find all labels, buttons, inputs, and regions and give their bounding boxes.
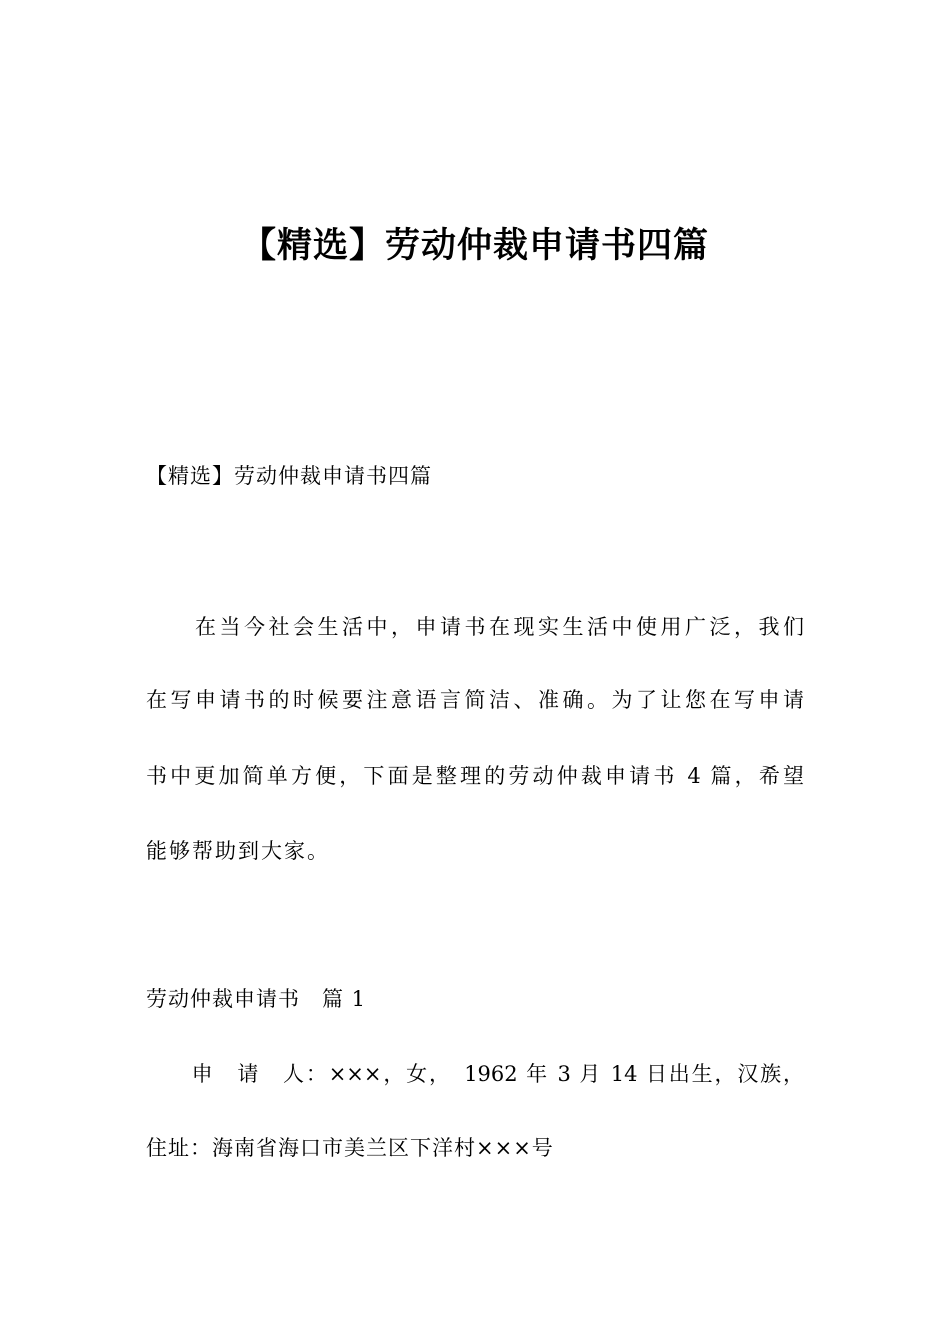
- section-heading: 劳动仲裁申请书 篇 1: [146, 987, 367, 1011]
- intro-line-3: 书中更加简单方便，下面是整理的劳动仲裁申请书 4 篇，希望: [146, 764, 804, 788]
- intro-line-4: 能够帮助到大家。: [146, 839, 330, 863]
- applicant-line-2: 住址：海南省海口市美兰区下洋村×××号: [146, 1136, 554, 1160]
- document-title: 【精选】劳动仲裁申请书四篇: [240, 226, 709, 266]
- applicant-line-1: 申 请 人：×××，女， 1962 年 3 月 14 日出生，汉族，: [146, 1062, 804, 1086]
- document-subtitle: 【精选】劳动仲裁申请书四篇: [146, 464, 432, 488]
- intro-line-2: 在写申请书的时候要注意语言简洁、准确。为了让您在写申请: [146, 688, 804, 712]
- intro-line-1: 在当今社会生活中，申请书在现实生活中使用广泛，我们: [146, 615, 804, 639]
